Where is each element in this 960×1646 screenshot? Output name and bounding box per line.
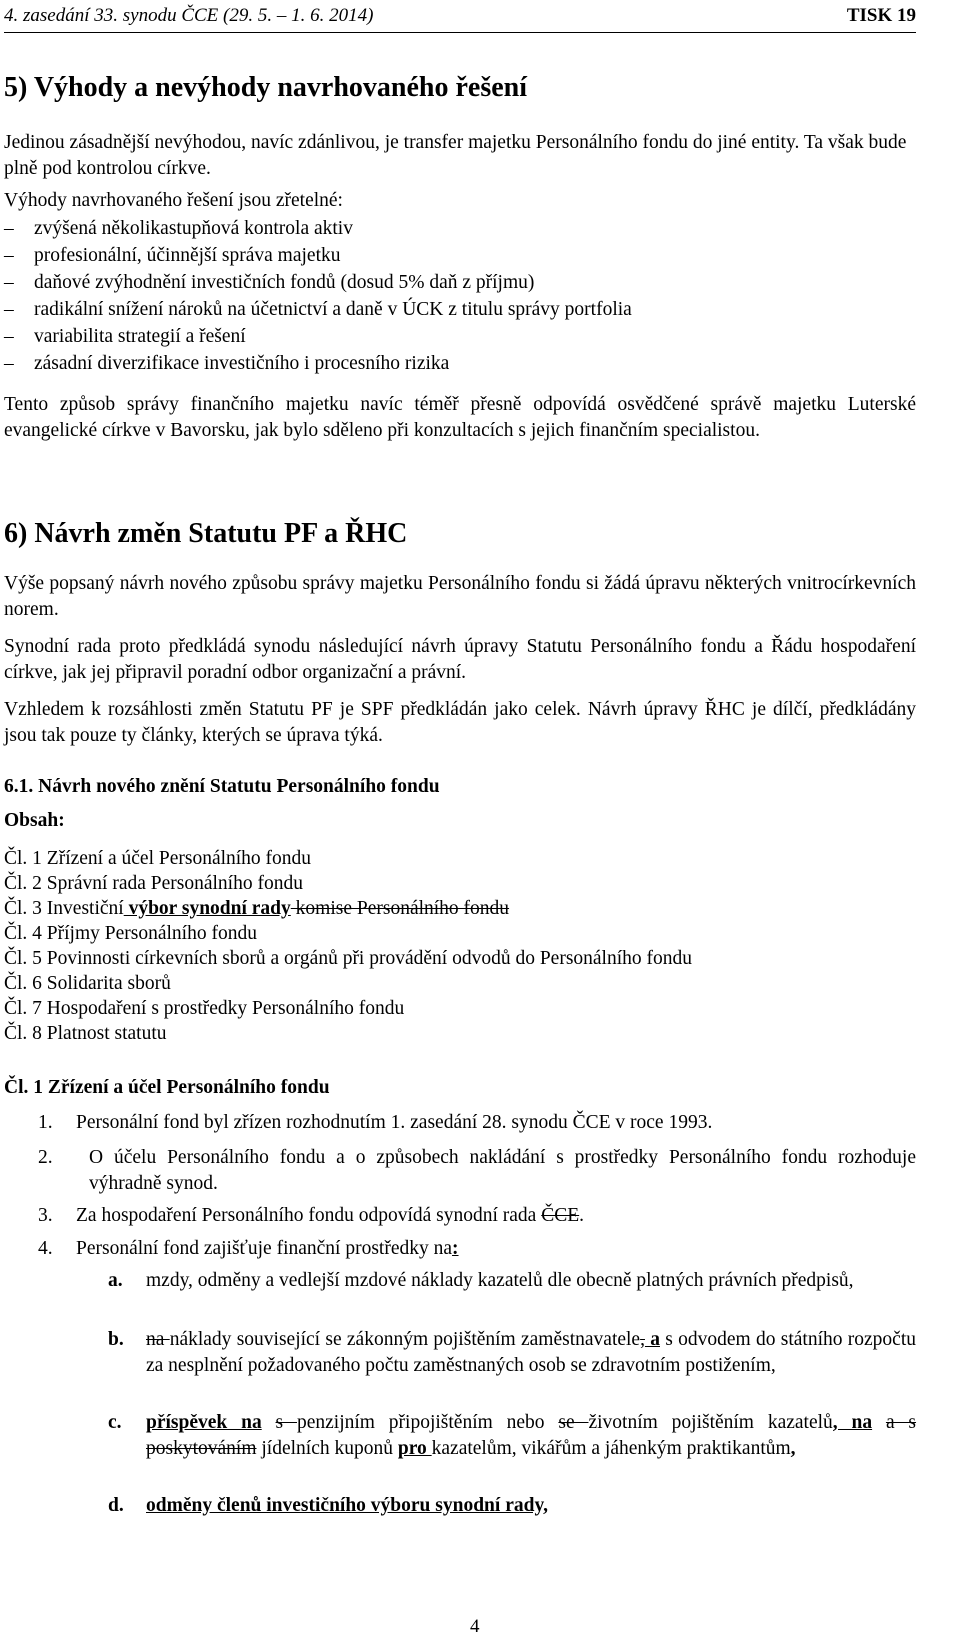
toc-item: Čl. 3 Investiční výbor synodní rady komise Personálního fondu bbox=[4, 898, 510, 919]
numbered-item: 2. O účelu Personálního fondu a o způsobech nakládání s prostředky Personálního fondu rozhoduje výhradně synod. bbox=[38, 1147, 916, 1194]
page-number: 4 bbox=[470, 1616, 480, 1637]
section-5-title: 5) Výhody a nevýhody navrhovaného řešení bbox=[4, 72, 528, 103]
article-1-title: Čl. 1 Zřízení a účel Personálního fondu bbox=[4, 1077, 330, 1098]
section-5-para-2: Tento způsob správy finančního majetku navíc téměř přesně odpovídá osvědčené správě majetku Luterské evangelické církve v Bavorsku, jak bylo sděleno při konzultacích s jejich finančním specialistou. bbox=[4, 394, 916, 441]
deleted-text: se bbox=[558, 1412, 589, 1433]
header-rule bbox=[4, 32, 916, 33]
toc-label: Obsah: bbox=[4, 810, 65, 831]
bullet-item: – daňové zvýhodnění investičních fondů (dosud 5% daň z příjmu) bbox=[4, 272, 535, 293]
inserted-text: výbor synodní rady bbox=[123, 898, 291, 919]
lettered-item: a. mzdy, odměny a vedlejší mzdové náklady kazatelů dle obecně platných právních předpisů, bbox=[108, 1270, 854, 1291]
toc-item: Čl. 6 Solidarita sborů bbox=[4, 973, 171, 994]
section-6-para-1: Výše popsaný návrh nového způsobu správy majetku Personálního fondu si žádá úpravu některých vnitrocírkevních norem. bbox=[4, 573, 916, 620]
numbered-item: 4. Personální fond zajišťuje finanční prostředky na: bbox=[38, 1238, 459, 1259]
toc-item: Čl. 1 Zřízení a účel Personálního fondu bbox=[4, 848, 312, 869]
inserted-text: pro bbox=[397, 1438, 432, 1459]
bullet-item: – variabilita strategií a řešení bbox=[4, 326, 246, 347]
lettered-item: d. odměny členů investičního výboru synodní rady, bbox=[108, 1495, 548, 1516]
inserted-text: příspěvek na bbox=[146, 1412, 262, 1433]
inserted-text: odměny členů investičního výboru synodní rady, bbox=[146, 1495, 548, 1516]
bullet-item: – zvýšená několikastupňová kontrola aktiv bbox=[4, 218, 353, 239]
toc-item: Čl. 5 Povinnosti církevních sborů a orgánů při provádění odvodů do Personálního fondu bbox=[4, 948, 693, 969]
header-meeting: 4. zasedání 33. synodu ČCE (29. 5. – 1. 6. 2014) bbox=[4, 5, 374, 26]
section-5-para-1: Jedinou zásadnější nevýhodou, navíc zdánlivou, je transfer majetku Personálního fondu do jiné entity. Ta však bude plně pod kontrolou církve. bbox=[4, 132, 907, 179]
advantages-intro: Výhody navrhovaného řešení jsou zřetelné: bbox=[4, 190, 343, 211]
bullet-item: – profesionální, účinnější správa majetku bbox=[4, 245, 341, 266]
numbered-item: 3. Za hospodaření Personálního fondu odpovídá synodní rada ČCE. bbox=[38, 1205, 585, 1226]
section-6-para-2: Synodní rada proto předkládá synodu následující návrh úpravy Statutu Personálního fondu a Řádu hospodaření církve, jak jej připravil poradní odbor organizační a právní. bbox=[4, 636, 916, 683]
toc-item: Čl. 2 Správní rada Personálního fondu bbox=[4, 873, 303, 894]
inserted-text: a bbox=[644, 1329, 660, 1350]
toc-item: Čl. 7 Hospodaření s prostředky Personálního fondu bbox=[4, 998, 405, 1019]
deleted-text: s bbox=[275, 1412, 297, 1433]
section-6-title: 6) Návrh změn Statutu PF a ŘHC bbox=[4, 518, 408, 549]
toc-item: Čl. 4 Příjmy Personálního fondu bbox=[4, 923, 257, 944]
deleted-text: ČCE bbox=[541, 1205, 580, 1226]
numbered-item: 1. Personální fond byl zřízen rozhodnutím 1. zasedání 28. synodu ČCE v roce 1993. bbox=[38, 1112, 713, 1133]
deleted-text: a s poskytováním bbox=[146, 1412, 917, 1459]
header-tisk: TISK 19 bbox=[846, 5, 916, 26]
inserted-text: , bbox=[790, 1438, 796, 1459]
inserted-text: : bbox=[452, 1238, 459, 1259]
toc-item: Čl. 8 Platnost statutu bbox=[4, 1023, 167, 1044]
deleted-text: , bbox=[640, 1329, 645, 1350]
lettered-item: b. na náklady související se zákonným pojištěním zaměstnavatele, a s odvodem do státního rozpočtu za nesplnění požadovaného počtu zaměstnaných osob se zdravotním postižením, bbox=[108, 1329, 916, 1376]
bullet-item: – zásadní diverzifikace investičního i procesního rizika bbox=[4, 353, 450, 374]
inserted-text: , na bbox=[832, 1412, 873, 1433]
deleted-text: na bbox=[146, 1329, 170, 1350]
section-6-para-3: Vzhledem k rozsáhlosti změn Statutu PF je SPF předkládán jako celek. Návrh úpravy ŘHC je dílčí, předkládány jsou tak pouze ty články, kterých se úprava týká. bbox=[4, 699, 916, 746]
deleted-text: komise Personálního fondu bbox=[290, 898, 510, 919]
lettered-item: c. příspěvek na s penzijním připojištěním nebo se životním pojištěním kazatelů, na a s poskytováním jídelních kuponů pro kazatelům, vikářům a jáhenkým praktikantům, bbox=[108, 1412, 917, 1459]
subsection-6-1-title: 6.1. Návrh nového znění Statutu Personálního fondu bbox=[4, 776, 440, 797]
bullet-item: – radikální snížení nároků na účetnictví a daně v ÚCK z titulu správy portfolia bbox=[4, 299, 632, 320]
